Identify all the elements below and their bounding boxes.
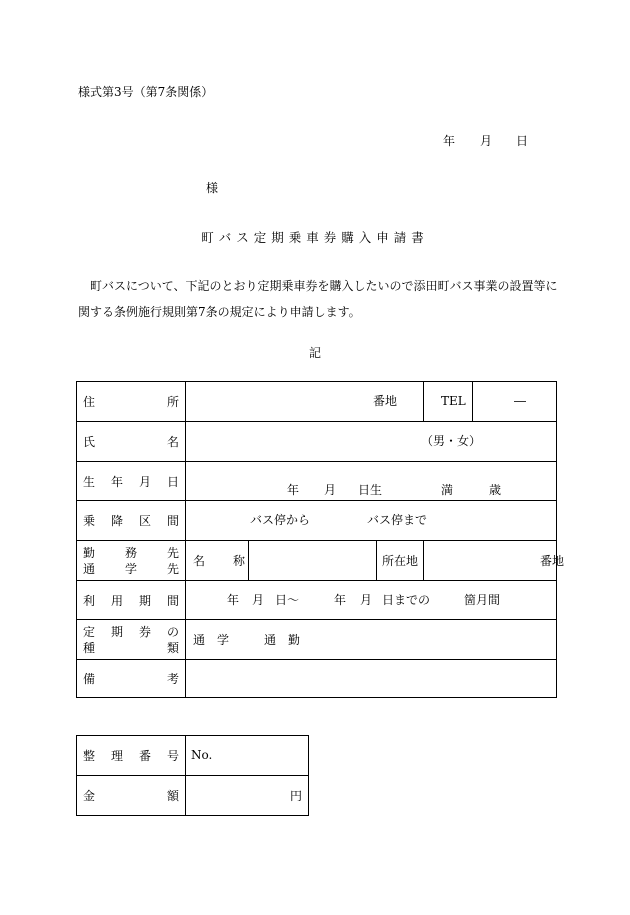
bus-stop-from: バス停から <box>250 513 311 527</box>
workplace-divider-1 <box>248 541 249 580</box>
period-end-day: 日までの <box>382 593 431 607</box>
office-use-table <box>76 735 309 815</box>
workplace-row <box>77 541 557 581</box>
workplace-banchi: 番地 <box>540 554 565 568</box>
workplace-label-char-2: 務 <box>124 546 137 560</box>
address-divider-2 <box>472 382 473 421</box>
date-day: 日 <box>516 134 529 148</box>
birth-year-label: 年 <box>287 483 300 497</box>
date-month: 月 <box>480 134 493 148</box>
period-label-char-2: 用 <box>110 593 123 608</box>
amount-yen: 円 <box>289 789 302 803</box>
ticket-label-char-6: 類 <box>166 641 179 655</box>
ticket-option-work: 通 勤 <box>264 633 301 647</box>
address-label-cell <box>77 382 186 422</box>
ticket-label-char-3: 券 <box>138 625 151 639</box>
period-start-year: 年 <box>227 593 240 607</box>
workplace-label-cell <box>77 541 186 581</box>
remarks-label-cell <box>77 660 186 698</box>
name-field[interactable] <box>186 422 557 462</box>
control-number-char-3: 番 <box>138 749 151 763</box>
control-number-char-4: 号 <box>166 749 179 763</box>
remarks-label-char-2: 考 <box>166 672 179 686</box>
date-year: 年 <box>443 134 456 148</box>
control-number-label-cell <box>77 736 186 776</box>
period-start-month: 月 <box>252 593 265 607</box>
section-label-char-4: 間 <box>166 514 179 528</box>
amount-row <box>77 776 309 816</box>
name-label-char-2: 名 <box>166 435 179 449</box>
birth-month-label: 月 <box>324 483 337 497</box>
workplace-label-char-1: 勤 <box>83 546 96 560</box>
document-title: 町バス定期乗車券購入申請書 <box>201 230 429 245</box>
period-months: 箇月間 <box>464 593 501 607</box>
birth-label-char-3: 月 <box>138 474 151 489</box>
ticket-label-char-5: 種 <box>83 641 96 655</box>
ticket-type-label-cell <box>77 620 186 660</box>
school-label-char-1: 通 <box>83 562 96 576</box>
application-statement <box>78 273 558 325</box>
control-number-row <box>77 736 309 776</box>
section-label-cell <box>77 501 186 541</box>
workplace-divider-2 <box>376 541 377 580</box>
birth-label-char-2: 年 <box>110 474 123 489</box>
period-label-cell <box>77 581 186 620</box>
birth-field[interactable] <box>186 462 557 501</box>
bus-stop-to: バス停まで <box>367 513 428 527</box>
section-label-char-1: 乗 <box>83 514 96 528</box>
period-start-day: 日～ <box>275 593 300 607</box>
ticket-type-field[interactable] <box>186 620 557 660</box>
remarks-label-char-1: 備 <box>83 672 96 686</box>
form-id: 様式第3号（第7条関係） <box>78 85 214 99</box>
period-field[interactable] <box>186 581 557 620</box>
addressee-suffix: 様 <box>206 181 219 195</box>
address-field[interactable] <box>186 382 557 422</box>
workplace-location-label: 所在地 <box>382 554 419 568</box>
birth-label-cell <box>77 462 186 501</box>
control-number-char-1: 整 <box>83 749 96 763</box>
name-label-char-1: 氏 <box>83 435 96 449</box>
control-number-prefix: No. <box>191 748 213 762</box>
period-label-char-3: 期 <box>138 593 151 608</box>
tel-label: TEL <box>441 394 466 408</box>
amount-label-char-2: 額 <box>166 789 179 803</box>
control-number-field[interactable] <box>186 736 309 776</box>
ki-heading: 記 <box>308 346 321 360</box>
birth-label-char-4: 日 <box>166 474 179 489</box>
address-label-char-2: 所 <box>166 395 179 409</box>
workplace-label-char-3: 先 <box>166 546 179 560</box>
section-row <box>77 501 557 541</box>
birth-day-label: 日生 <box>358 483 383 497</box>
workplace-name-label-1: 名 <box>193 554 206 568</box>
control-number-char-2: 理 <box>110 749 123 763</box>
period-end-month: 月 <box>360 593 373 607</box>
amount-label-char-1: 金 <box>83 789 96 803</box>
birth-row <box>77 462 557 501</box>
statement-line-1: 町バスについて、下記のとおり定期乗車券を購入したいので添田町バス事業の設置等に <box>90 279 558 293</box>
school-label-char-3: 先 <box>166 562 179 576</box>
ticket-label-char-4: の <box>166 625 179 639</box>
address-row <box>77 382 557 422</box>
period-row <box>77 581 557 620</box>
age-sai-label: 歳 <box>489 483 502 497</box>
section-label-char-2: 降 <box>110 514 123 528</box>
section-field[interactable] <box>186 501 557 541</box>
age-man-label: 満 <box>441 483 454 497</box>
ticket-type-row <box>77 620 557 660</box>
tel-dash: ― <box>514 394 526 408</box>
workplace-field[interactable] <box>186 541 565 581</box>
school-label-char-2: 学 <box>124 562 137 576</box>
name-row <box>77 422 557 462</box>
birth-label-char-1: 生 <box>83 474 96 489</box>
amount-field[interactable] <box>186 776 309 816</box>
ticket-label-char-2: 期 <box>110 625 123 639</box>
address-label-char-1: 住 <box>83 395 96 409</box>
ticket-label-char-1: 定 <box>83 625 96 639</box>
section-label-char-3: 区 <box>138 514 151 528</box>
gender-option: （男・女） <box>421 434 482 448</box>
address-divider-1 <box>423 382 424 421</box>
workplace-name-label-2: 称 <box>233 554 246 568</box>
period-end-year: 年 <box>334 593 347 607</box>
remarks-field[interactable] <box>186 660 557 698</box>
application-table <box>76 381 565 697</box>
name-label-cell <box>77 422 186 462</box>
amount-label-cell <box>77 776 186 816</box>
address-banchi: 番地 <box>373 394 398 408</box>
period-label-char-1: 利 <box>83 593 96 608</box>
statement-line-2: 関する条例施行規則第7条の規定により申請します。 <box>78 305 361 319</box>
remarks-row <box>77 660 557 698</box>
period-label-char-4: 間 <box>166 593 179 608</box>
ticket-option-school: 通 学 <box>193 633 230 647</box>
workplace-divider-3 <box>423 541 424 580</box>
